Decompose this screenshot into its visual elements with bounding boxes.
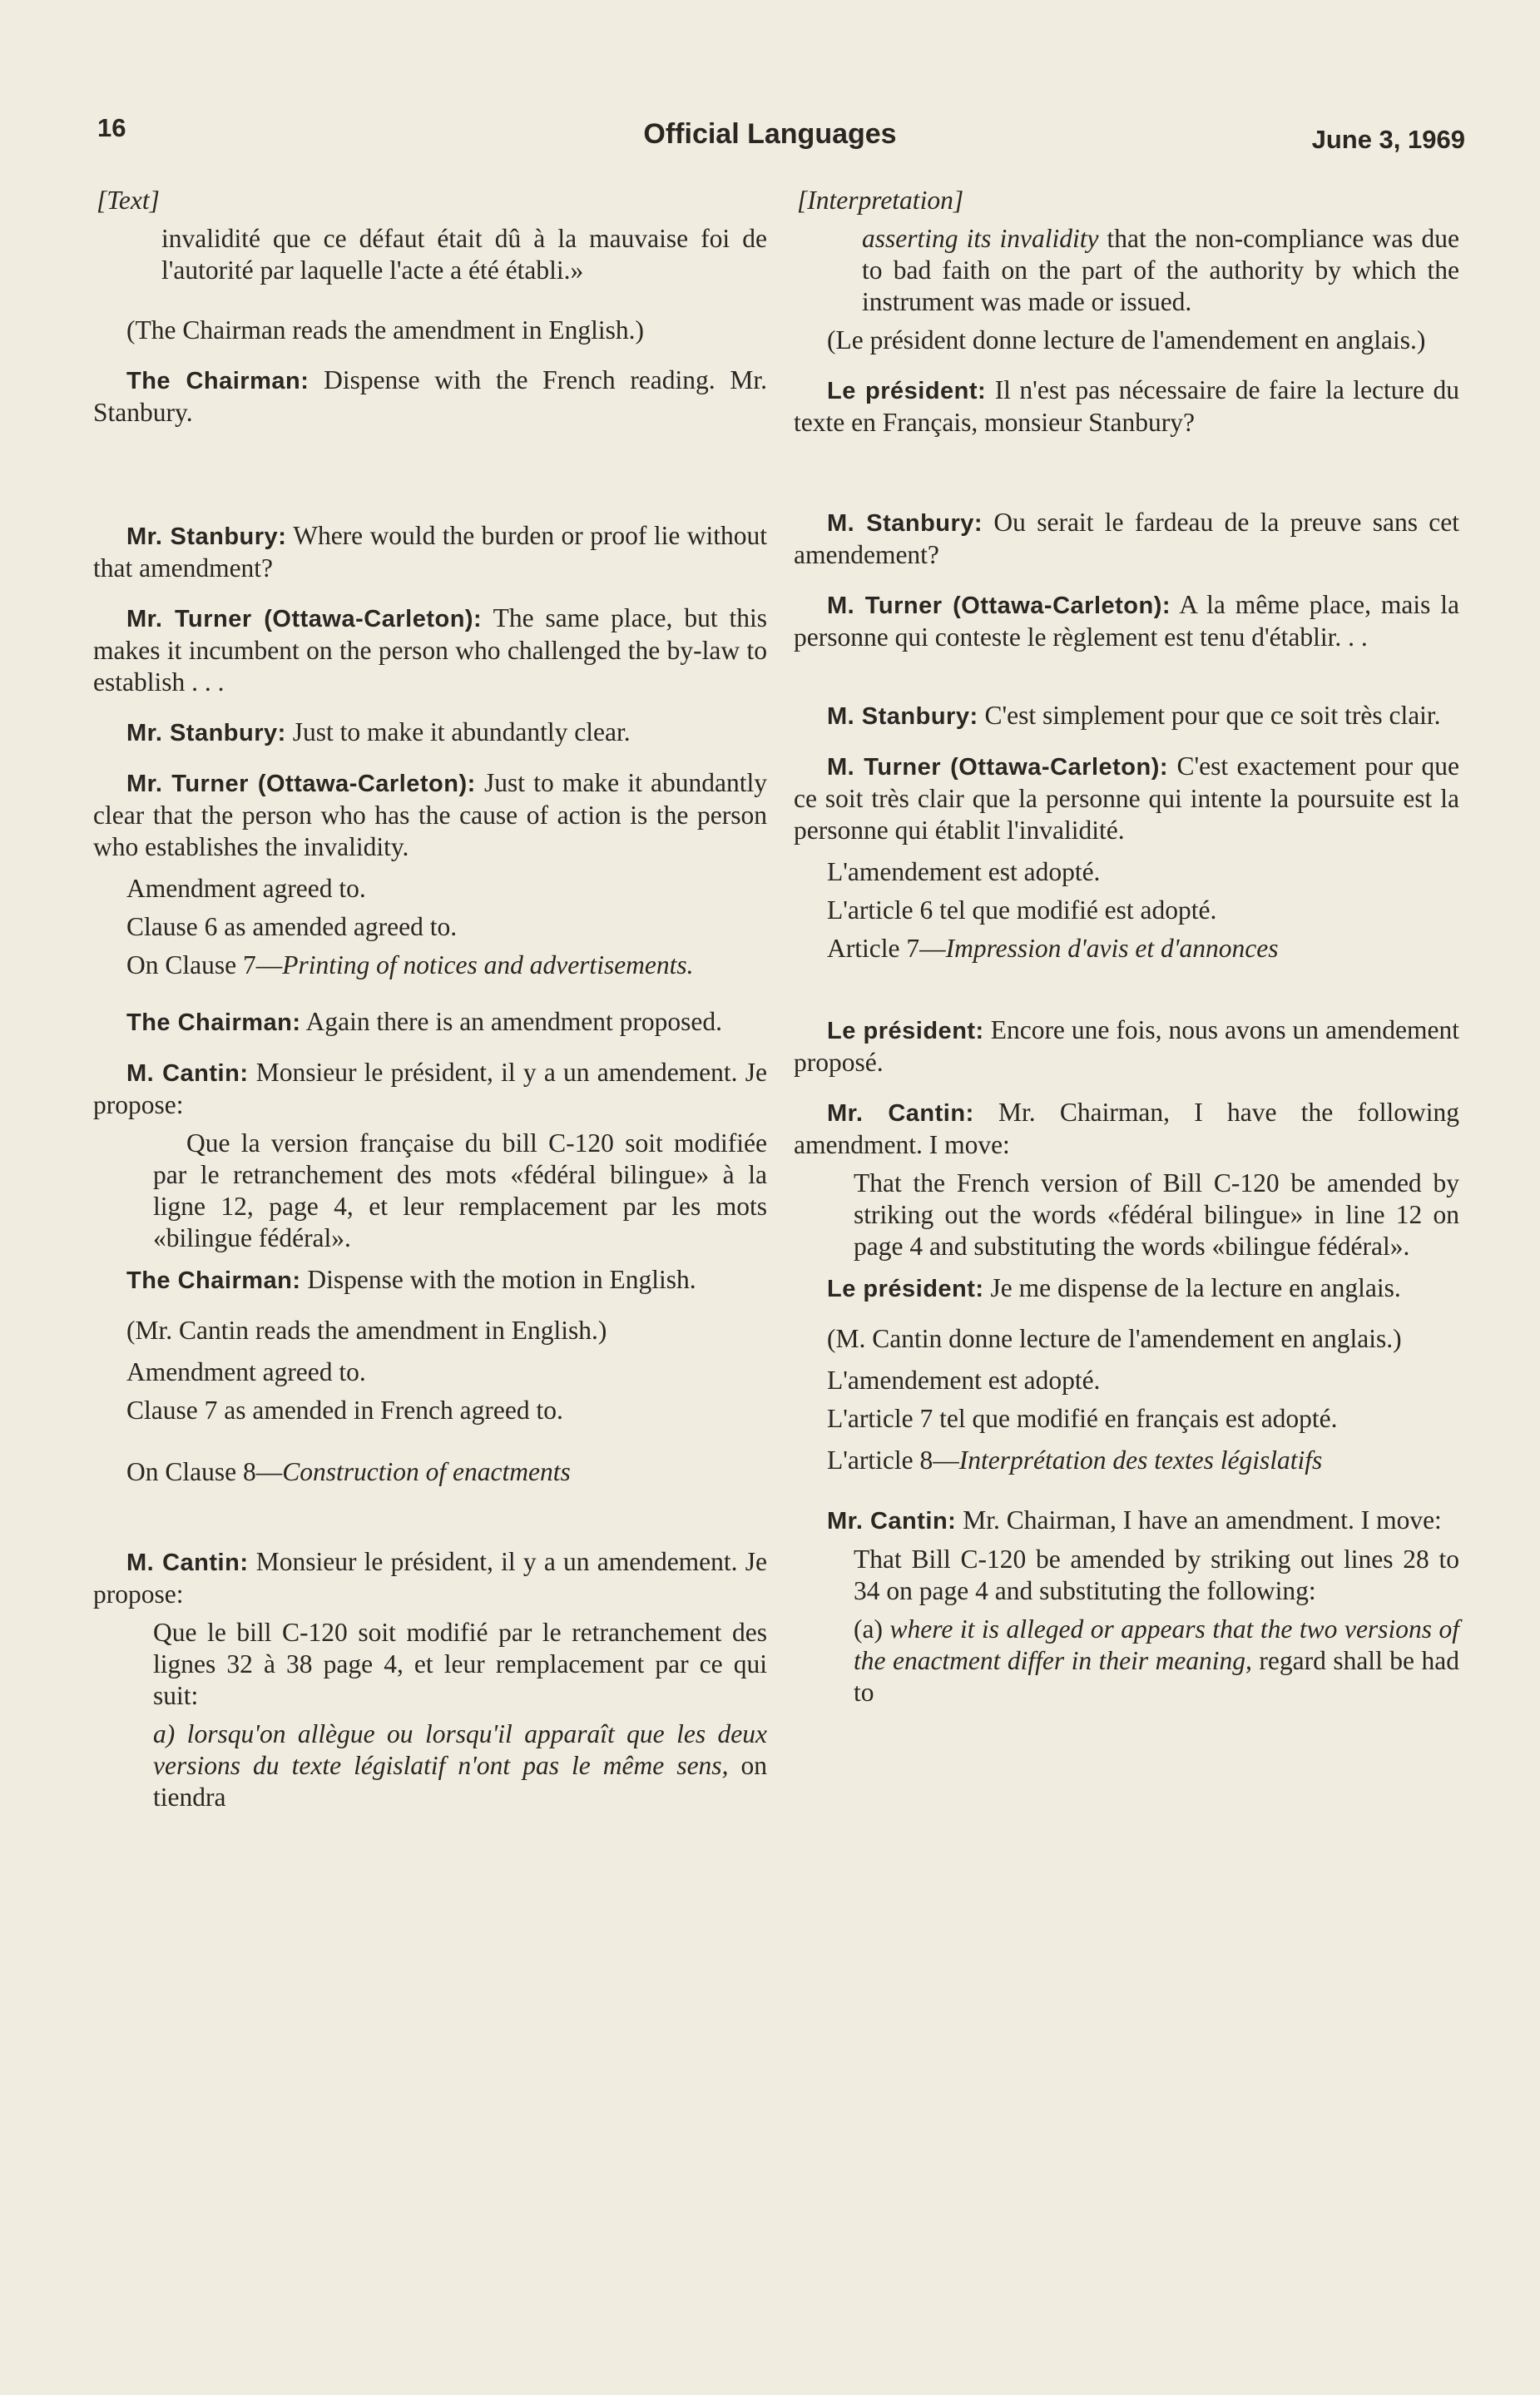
status-line: L'article 7 tel que modifié en français est adopté. — [827, 1404, 1338, 1433]
speech-text: Mr. Chairman, I have the following amendment. I move: — [794, 1098, 1459, 1159]
speech — [93, 717, 767, 749]
subclause-italic: where it is alleged or appears that the two versions of the enactment differ in their meaning, — [854, 1614, 1459, 1675]
speech — [794, 1097, 1459, 1161]
speech — [93, 520, 767, 584]
speech-text: Dispense with the French reading. Mr. Stanbury. — [93, 365, 767, 427]
status-line: L'amendement est adopté. — [827, 1366, 1101, 1395]
speaker: Mr. Cantin: — [827, 1100, 974, 1127]
status-line: L'article 6 tel que modifié est adopté. — [827, 895, 1217, 925]
speech — [794, 1505, 1459, 1537]
speech-text: Encore une fois, nous avons un amendement proposé. — [794, 1015, 1459, 1077]
speech-text: Again there is an amendment proposed. — [300, 1007, 723, 1036]
speaker: Le président: — [827, 1276, 984, 1302]
speech — [93, 602, 767, 698]
speech-text: Just to make it abundantly clear. — [285, 717, 631, 746]
clause-title: Construction of enactments — [282, 1457, 571, 1486]
motion-subclause — [794, 1614, 1459, 1708]
clause-number: Article 7— — [827, 934, 946, 963]
clause-heading — [794, 1445, 1459, 1476]
speaker: Mr. Stanbury: — [126, 523, 287, 550]
speech — [93, 364, 767, 429]
speech — [93, 1264, 767, 1297]
speech — [794, 589, 1459, 653]
paragraph: invalidité que ce défaut était dû à la mauvaise foi de l'autorité par laquelle l'acte a été établi.» — [161, 224, 767, 285]
speaker: Mr. Cantin: — [827, 1508, 957, 1535]
motion-text: Que le bill C-120 soit modifié par le retranchement des lignes 32 à 38 page 4, et leur remplacement par ce qui suit: — [153, 1618, 767, 1710]
clause-title: Impression d'avis et d'annonces — [945, 934, 1279, 963]
subclause-text: regard shall be had to — [854, 1646, 1459, 1707]
speech — [93, 1057, 767, 1121]
speech — [93, 1006, 767, 1039]
paragraph: (Le président donne lecture de l'amendement en anglais.) — [827, 325, 1426, 355]
speech-text: Where would the burden or proof lie without that amendment? — [93, 521, 767, 583]
speaker: Mr. Stanbury: — [126, 720, 286, 746]
speaker: M. Turner (Ottawa-Carleton): — [827, 754, 1169, 781]
clause-heading — [93, 950, 767, 981]
speech-text: Just to make it abundantly clear that the person who has the cause of action is the person who establishes the invalidity. — [93, 768, 767, 861]
speech-text: Monsieur le président, il y a un amendement. Je propose: — [93, 1058, 767, 1119]
speech — [794, 1272, 1459, 1305]
running-title: Official Languages — [643, 118, 897, 150]
speaker: M. Cantin: — [126, 1060, 249, 1087]
speech — [794, 374, 1459, 439]
left-column — [93, 185, 767, 1832]
paragraph-text: that the non-compliance was due to bad faith on the part of the authority by which the instrument was made or issued. — [862, 224, 1460, 316]
speaker: M. Stanbury: — [827, 510, 983, 537]
subclause-italic: a) lorsqu'on allègue ou lorsqu'il apparaît que les deux versions du texte législatif n'ont pas le même sens, — [153, 1719, 767, 1780]
speaker: The Chairman: — [126, 368, 309, 394]
subclause-label: (a) — [854, 1614, 890, 1644]
speech-text: Il n'est pas nécessaire de faire la lecture du texte en Français, monsieur Stanbury? — [794, 375, 1459, 437]
speaker: Le président: — [827, 378, 987, 404]
subclause-text: on tiendra — [153, 1751, 768, 1812]
speech-text: C'est simplement pour que ce soit très clair. — [978, 701, 1441, 730]
status-line: L'amendement est adopté. — [827, 857, 1101, 886]
status-line: Clause 6 as amended agreed to. — [126, 912, 458, 941]
speech-text: Je me dispense de la lecture en anglais. — [983, 1273, 1401, 1302]
speaker: M. Cantin: — [126, 1550, 249, 1576]
speech-text: Mr. Chairman, I have an amendment. I move: — [956, 1505, 1442, 1535]
column-heading-text: [Text] — [97, 186, 160, 215]
clause-title: Interprétation des textes législatifs — [958, 1445, 1323, 1475]
motion-text: That Bill C-120 be amended by striking out lines 28 to 34 on page 4 and substituting the following: — [854, 1545, 1459, 1605]
paragraph — [794, 223, 1459, 318]
speech — [794, 507, 1459, 571]
status-line: Amendment agreed to. — [126, 874, 366, 903]
speech — [794, 700, 1459, 732]
page-number: 16 — [97, 113, 126, 142]
speaker: The Chairman: — [126, 1009, 301, 1036]
motion-text: That the French version of Bill C-120 be amended by striking out the words «fédéral bilingue» in line 12 on page 4 and substituting the words «bilingue fédéral». — [854, 1168, 1459, 1261]
speaker: The Chairman: — [126, 1267, 301, 1294]
speech — [93, 767, 767, 863]
motion-subclause — [93, 1718, 767, 1813]
right-column — [794, 185, 1459, 1727]
clause-heading — [93, 1456, 767, 1488]
status-line: Amendment agreed to. — [126, 1357, 366, 1386]
speech-text: C'est exactement pour que ce soit très clair que la personne qui intente la poursuite est la personne qui établit l'invalidité. — [794, 751, 1460, 845]
paragraph: (The Chairman reads the amendment in English.) — [126, 315, 644, 345]
running-date: June 3, 1969 — [1311, 125, 1465, 154]
speech-text: The same place, but this makes it incumbent on the person who challenged the by-law to establish . . . — [93, 603, 767, 697]
paragraph: (Mr. Cantin reads the amendment in English.) — [126, 1316, 607, 1345]
speech — [93, 1546, 767, 1610]
clause-heading — [794, 933, 1459, 964]
paragraph: (M. Cantin donne lecture de l'amendement en anglais.) — [827, 1324, 1402, 1353]
speaker: Mr. Turner (Ottawa-Carleton): — [126, 606, 483, 632]
speech-text: Dispense with the motion in English. — [300, 1265, 696, 1294]
speech-text: A la même place, mais la personne qui conteste le règlement est tenu d'établir. . . — [794, 590, 1459, 652]
speaker: Le président: — [827, 1018, 984, 1044]
motion-text: Que la version française du bill C-120 soit modifiée par le retranchement des mots «fédéral bilingue» à la ligne 12, page 4, et leur remplacement par les mots «bilingue fédéral». — [153, 1128, 767, 1252]
clause-title: Printing of notices and advertisements. — [282, 950, 694, 979]
speech-text: Monsieur le président, il y a un amendement. Je propose: — [93, 1547, 767, 1609]
speech — [794, 751, 1459, 846]
page-header — [0, 0, 1540, 166]
status-line: Clause 7 as amended in French agreed to. — [126, 1396, 563, 1425]
speech-text: Ou serait le fardeau de la preuve sans cet amendement? — [794, 508, 1460, 569]
speaker: M. Turner (Ottawa-Carleton): — [827, 593, 1171, 619]
clause-number: On Clause 7— — [126, 950, 283, 979]
clause-number: L'article 8— — [827, 1445, 959, 1475]
column-heading-interpretation: [Interpretation] — [797, 186, 964, 215]
speech — [794, 1014, 1459, 1078]
speaker: Mr. Turner (Ottawa-Carleton): — [126, 771, 476, 797]
italic-text: asserting its invalidity — [862, 224, 1099, 253]
speaker: M. Stanbury: — [827, 703, 978, 730]
clause-number: On Clause 8— — [126, 1457, 283, 1486]
